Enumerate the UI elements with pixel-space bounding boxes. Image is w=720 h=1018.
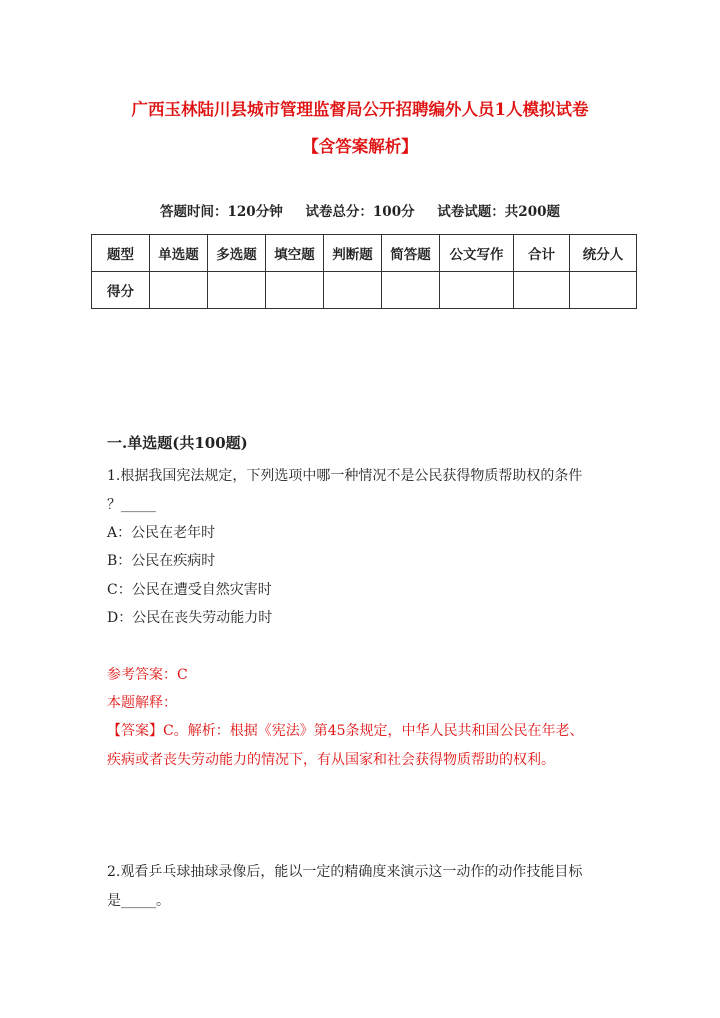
question-1-explanation: 【答案】C。解析：根据《宪法》第45条规定，中华人民共和国公民在年老、 xyxy=(107,723,584,739)
question-2-stem-continued: 是_____。 xyxy=(107,893,170,909)
question-1-option-b: B：公民在疾病时 xyxy=(107,553,216,569)
score-header-cell: 题型 xyxy=(92,235,150,272)
document-subtitle: 【含答案解析】 xyxy=(302,137,418,156)
score-cell xyxy=(382,272,440,309)
question-1-option-c: C：公民在遭受自然灾害时 xyxy=(107,582,272,598)
exam-question-count: 试卷试题：共200题 xyxy=(437,204,560,220)
score-cell xyxy=(324,272,382,309)
score-row-label: 得分 xyxy=(92,272,150,309)
question-1-answer: 参考答案：C xyxy=(107,667,188,683)
score-header-cell: 单选题 xyxy=(150,235,208,272)
section-heading: 一.单选题(共100题) xyxy=(107,434,248,452)
score-cell xyxy=(208,272,266,309)
score-table-score-row xyxy=(92,272,637,309)
score-header-cell: 统分人 xyxy=(570,235,637,272)
score-cell xyxy=(150,272,208,309)
question-1-explanation-continued: 疾病或者丧失劳动能力的情况下，有从国家和社会获得物质帮助的权利。 xyxy=(107,752,555,768)
score-cell xyxy=(440,272,514,309)
score-table-header-row xyxy=(92,235,637,272)
score-cell xyxy=(570,272,637,309)
score-header-cell: 公文写作 xyxy=(440,235,514,272)
score-header-cell: 多选题 xyxy=(208,235,266,272)
score-cell xyxy=(514,272,570,309)
score-header-cell: 填空题 xyxy=(266,235,324,272)
question-1-stem-continued: ？_____ xyxy=(107,497,156,513)
exam-total-score: 试卷总分：100分 xyxy=(305,204,415,220)
question-1-explanation-label: 本题解释： xyxy=(107,695,177,711)
score-table xyxy=(91,234,637,309)
score-header-cell: 简答题 xyxy=(382,235,440,272)
document-title: 广西玉林陆川县城市管理监督局公开招聘编外人员1人模拟试卷 xyxy=(131,100,589,119)
question-1-option-a: A：公民在老年时 xyxy=(107,525,216,541)
score-header-cell: 判断题 xyxy=(324,235,382,272)
score-header-cell: 合计 xyxy=(514,235,570,272)
question-1-option-d: D：公民在丧失劳动能力时 xyxy=(107,610,273,626)
exam-time: 答题时间：120分钟 xyxy=(160,204,283,220)
question-2-stem: 2.观看乒乓球抽球录像后，能以一定的精确度来演示这一动作的动作技能目标 xyxy=(107,864,583,880)
score-cell xyxy=(266,272,324,309)
question-1-stem: 1.根据我国宪法规定，下列选项中哪一种情况不是公民获得物质帮助权的条件 xyxy=(107,468,583,484)
exam-meta xyxy=(0,200,720,220)
